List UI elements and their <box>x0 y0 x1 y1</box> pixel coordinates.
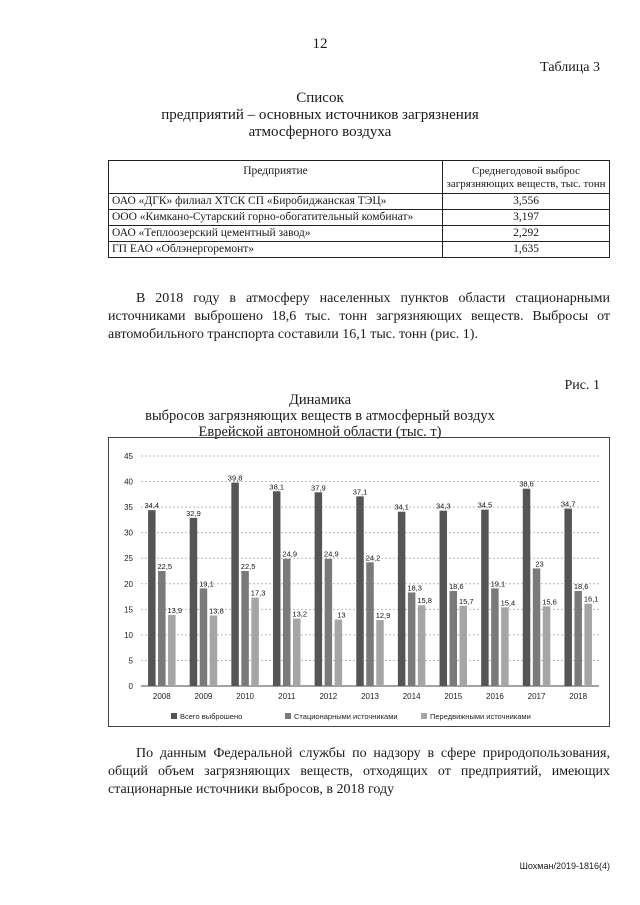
table-row <box>109 242 610 258</box>
bar <box>168 615 176 686</box>
bar <box>574 591 582 686</box>
data-label: 37,1 <box>352 487 368 497</box>
chart-title-line2: выбросов загрязняющих веществ в атмосферный воздух <box>145 408 495 424</box>
data-label: 15,8 <box>417 596 432 606</box>
data-label: 18,6 <box>573 581 589 591</box>
bar <box>231 483 239 686</box>
x-tick-label: 2013 <box>361 692 379 701</box>
bar <box>491 588 499 686</box>
bar <box>398 512 406 686</box>
data-label: 12,9 <box>375 611 391 621</box>
table-cell-name: ОАО «ДГК» филиал ХТСК СП «Биробиджанская ТЭЦ» <box>109 194 443 210</box>
table-cell-value: 3,556 <box>443 194 610 210</box>
list-title-line1: Список <box>296 90 344 106</box>
chart-title-line1: Динамика <box>288 392 352 408</box>
data-label: 15,4 <box>500 598 516 608</box>
data-label: 24,9 <box>282 549 298 559</box>
data-label: 13,9 <box>167 605 183 615</box>
data-label: 39,8 <box>227 473 243 483</box>
table-row <box>109 210 610 226</box>
x-tick-label: 2009 <box>194 692 213 701</box>
paragraph-emissions-2018: В 2018 году в атмосферу населенных пунктов области стационарными источниками выброшено 18,6 тыс. тонн загрязняющих веществ. Выбросы от автомобильного транспорта составили 16,1 тыс. тонн (рис. 1). <box>108 291 610 342</box>
page-number: 12 <box>312 36 328 52</box>
data-label: 13,8 <box>209 606 224 616</box>
data-label: 22,5 <box>240 562 256 571</box>
data-label: 24,9 <box>324 549 339 559</box>
data-label: 38,6 <box>519 479 534 489</box>
bar <box>440 511 448 686</box>
data-label: 23 <box>535 559 544 569</box>
bar <box>523 489 531 686</box>
bar <box>543 606 551 686</box>
x-tick-label: 2011 <box>278 692 296 701</box>
bar <box>200 588 208 686</box>
data-label: 15,7 <box>458 596 474 606</box>
data-label: 34,1 <box>394 502 409 512</box>
x-tick-label: 2008 <box>152 692 171 701</box>
bar <box>315 492 323 686</box>
paragraph-federal-service: По данным Федеральной службы по надзору в сфере природопользования, общий объем загрязняющих веществ, отходящих от предприятий, имеющих стационарные источники выбросов, в 2018 году <box>108 746 610 797</box>
table-cell-name: ООО «Кимкано-Сутарский горно-обогатительный комбинат» <box>109 210 443 226</box>
y-tick-label: 25 <box>124 554 133 564</box>
list-title <box>0 90 640 141</box>
bar <box>241 571 249 686</box>
y-tick-label: 20 <box>124 579 133 589</box>
data-label: 22,5 <box>157 562 173 571</box>
bar <box>335 620 343 686</box>
table-cell-name: ОАО «Теплоозерский цементный завод» <box>109 226 443 242</box>
data-label: 38,1 <box>269 482 285 492</box>
y-tick-label: 15 <box>124 605 133 615</box>
legend-label: Передвижными источниками <box>430 712 531 721</box>
bar <box>148 510 156 686</box>
bar <box>418 605 426 686</box>
data-label: 15,6 <box>542 597 557 607</box>
legend-label: Стационарными источниками <box>294 712 398 721</box>
bar <box>273 491 281 686</box>
y-tick-label: 0 <box>128 682 133 691</box>
bar <box>376 620 384 686</box>
bar <box>584 604 592 686</box>
list-title-line3: атмосферного воздуха <box>248 124 392 140</box>
data-label: 19,1 <box>490 579 506 589</box>
bar <box>190 518 198 686</box>
y-tick-label: 30 <box>124 528 133 538</box>
x-tick-label: 2017 <box>527 692 546 701</box>
bar <box>158 571 166 686</box>
x-tick-label: 2010 <box>236 692 254 701</box>
bar <box>564 509 572 686</box>
bar <box>408 592 416 686</box>
bar <box>356 496 364 686</box>
x-tick-label: 2012 <box>319 692 338 701</box>
bar <box>481 510 489 686</box>
data-label: 13 <box>337 610 346 620</box>
data-label: 17,3 <box>250 588 266 598</box>
chart-title <box>0 392 640 440</box>
bar <box>450 591 458 686</box>
table-header-row <box>109 161 610 194</box>
data-label: 19,1 <box>199 579 214 589</box>
y-tick-label: 35 <box>124 503 133 513</box>
legend-swatch <box>421 713 427 719</box>
table-header-emission: Среднегодовой выброс загрязняющих веществ, тыс. тонн <box>443 161 610 194</box>
x-tick-label: 2014 <box>402 692 421 701</box>
table-cell-value: 1,635 <box>443 242 610 258</box>
x-tick-label: 2016 <box>486 692 504 701</box>
bar <box>501 607 509 686</box>
legend-label: Всего выброшено <box>180 712 243 721</box>
table-label: Таблица 3 <box>540 60 600 75</box>
y-tick-label: 10 <box>124 630 133 640</box>
x-tick-label: 2018 <box>569 692 588 701</box>
data-label: 32,9 <box>186 508 201 518</box>
x-tick-label: 2015 <box>444 692 463 701</box>
bar <box>325 559 333 686</box>
data-label: 34,7 <box>560 499 576 509</box>
enterprise-table <box>108 160 610 258</box>
y-tick-label: 45 <box>124 452 133 461</box>
data-label: 16,1 <box>583 594 599 604</box>
bar <box>533 568 541 686</box>
bar <box>366 562 374 686</box>
chart-title-line3: Еврейской автономной области (тыс. т) <box>198 424 442 440</box>
list-title-line2: предприятий – основных источников загрязнения <box>161 107 479 123</box>
table-row <box>109 194 610 210</box>
data-label: 34,3 <box>435 501 451 511</box>
data-label: 34,4 <box>144 501 160 511</box>
data-label: 37,9 <box>311 483 326 493</box>
y-tick-label: 40 <box>124 477 133 487</box>
table-row <box>109 226 610 242</box>
data-label: 13,2 <box>292 609 308 619</box>
bar <box>283 559 291 686</box>
legend-swatch <box>171 713 177 719</box>
table-header-enterprise: Предприятие <box>109 161 443 194</box>
y-tick-label: 5 <box>128 656 133 666</box>
figure-label: Рис. 1 <box>564 378 600 393</box>
bar <box>210 615 218 686</box>
emissions-chart-svg <box>109 438 609 726</box>
emissions-chart <box>108 437 610 727</box>
table-cell-value: 2,292 <box>443 226 610 242</box>
data-label: 24,2 <box>365 553 381 563</box>
data-label: 34,5 <box>477 500 493 510</box>
bar <box>251 598 259 686</box>
bar <box>460 606 468 686</box>
table-cell-value: 3,197 <box>443 210 610 226</box>
table-cell-name: ГП ЕАО «Облэнергоремонт» <box>109 242 443 258</box>
legend-swatch <box>285 713 291 719</box>
data-label: 18,3 <box>407 583 422 593</box>
data-label: 18,6 <box>448 581 464 591</box>
bar <box>293 619 301 686</box>
footer-code: Шохман/2019-1816(4) <box>519 861 610 871</box>
